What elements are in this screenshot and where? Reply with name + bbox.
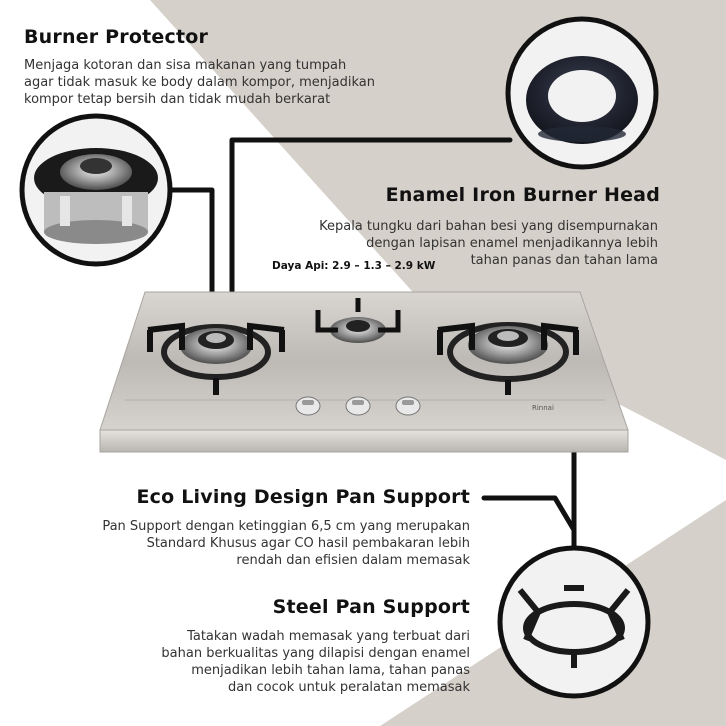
description-line: Standard Khusus agar CO hasil pembakaran lebih bbox=[146, 536, 470, 551]
description-line: Kepala tungku dari bahan besi yang disempurnakan bbox=[319, 219, 658, 234]
description-line: menjadikan lebih tahan lama, tahan panas bbox=[191, 663, 470, 678]
power-rating-label: Daya Api: 2.9 – 1.3 – 2.9 kW bbox=[272, 260, 436, 272]
burner-protector-detail bbox=[22, 116, 170, 264]
description-line: rendah dan efisien dalam memasak bbox=[236, 553, 470, 568]
knob-left bbox=[296, 397, 320, 415]
steel-pan-support-description bbox=[50, 628, 470, 696]
description-line: bahan berkualitas yang dilapisi dengan enamel bbox=[161, 646, 470, 661]
description-line: dan cocok untuk peralatan memasak bbox=[227, 680, 470, 695]
eco-pan-support-description bbox=[30, 518, 470, 569]
description-line: Tatakan wadah memasak yang terbuat dari bbox=[187, 629, 470, 644]
cooktop-front-edge bbox=[100, 430, 628, 452]
knob-middle bbox=[346, 397, 370, 415]
brand-logo: Rinnai bbox=[532, 404, 554, 412]
description-line: agar tidak masuk ke body dalam kompor, menjadikan bbox=[24, 75, 375, 90]
steel-pan-support-detail bbox=[500, 548, 648, 696]
eco-pan-support-title: Eco Living Design Pan Support bbox=[136, 486, 470, 508]
steel-pan-support-title: Steel Pan Support bbox=[272, 596, 470, 618]
enamel-burner-head-title: Enamel Iron Burner Head bbox=[385, 184, 660, 206]
burner-protector-title: Burner Protector bbox=[24, 26, 209, 48]
description-line: tahan panas dan tahan lama bbox=[470, 253, 658, 268]
description-line: kompor tetap bersih dan tidak mudah berkarat bbox=[24, 92, 331, 107]
cooktop bbox=[100, 292, 628, 452]
knob-right bbox=[396, 397, 420, 415]
description-line: Menjaga kotoran dan sisa makanan yang tumpah bbox=[24, 58, 347, 73]
enamel-burner-head-detail bbox=[508, 19, 656, 167]
control-knobs bbox=[296, 397, 420, 415]
description-line: Pan Support dengan ketinggian 6,5 cm yang merupakan bbox=[102, 519, 470, 534]
burner-protector-description bbox=[24, 57, 444, 108]
description-line: dengan lapisan enamel menjadikannya lebih bbox=[366, 236, 658, 251]
